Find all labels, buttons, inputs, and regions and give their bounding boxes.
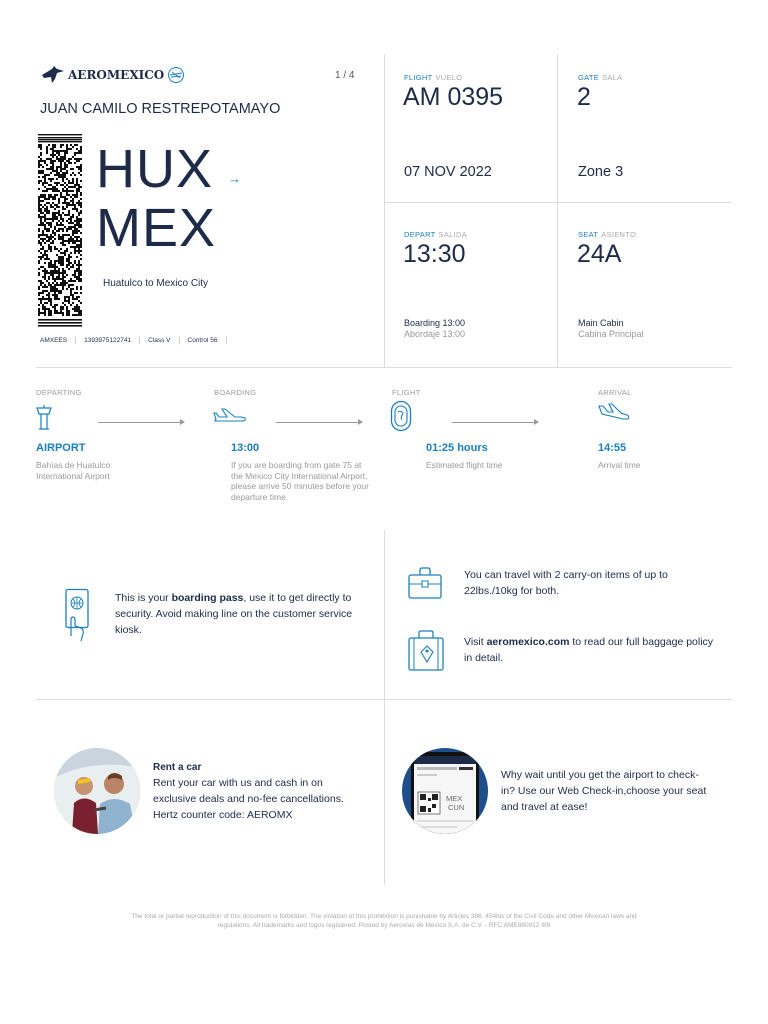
eagle-knight-icon (40, 65, 66, 85)
skyteam-icon (167, 66, 185, 84)
rent-a-car-photo (54, 748, 140, 834)
baggage-tag-icon (407, 630, 445, 672)
seat-number: 24A (577, 240, 622, 268)
fare-class: Class V (139, 337, 178, 344)
timeline-arrow (452, 422, 538, 423)
divider (36, 367, 732, 368)
boarding-instructions: If you are boarding from gate 75 at the Mexico City International Airport, please arrive 50 minutes before your departure time. (231, 460, 369, 502)
divider (384, 202, 732, 203)
boarding-time-es: Abordaje 13:00 (404, 329, 466, 339)
route-arrow-icon: → (228, 171, 241, 186)
divider (384, 530, 385, 885)
cabin-class-es: Cabina Principal (578, 329, 644, 339)
airplane-window-icon (390, 400, 412, 432)
passenger-name: JUAN CAMILO RESTREPOTAMAYO (40, 101, 281, 117)
baggage-policy-note: Visit aeromexico.com to read our full baggage policy in detail. (464, 636, 714, 664)
boarding-pass-phone-icon (63, 588, 93, 642)
divider (36, 699, 732, 700)
carry-on-bag-icon (407, 566, 443, 600)
flight-date: 07 NOV 2022 (404, 164, 492, 180)
flight-number: AM 0395 (403, 83, 504, 111)
plane-landing-icon (597, 403, 631, 425)
legal-footer: The total or partial reproduction of this document is forbidden. The violation of this prohibition is punishable by Articles 386, 454bis of the Civil Code and other Mexican laws and regulations. All trademarks and logos registered. Posted by Aerovías de México S.A. de C.V. - RFC AME880912 I89 (131, 913, 637, 929)
control-tower-icon (34, 404, 54, 430)
aeromexico-logo (40, 64, 185, 86)
flight-duration-value: 01:25 hours (426, 442, 488, 454)
divider (384, 54, 385, 368)
page-indicator: 1 / 4 (335, 70, 355, 81)
divider (557, 54, 558, 368)
timeline-label: BOARDING (214, 388, 257, 397)
flight-label: FLIGHT VUELO (404, 73, 463, 82)
timeline-label: DEPARTING (36, 388, 82, 397)
seat-label: SEAT ASIENTO (578, 230, 637, 239)
booking-codes (40, 337, 227, 344)
boarding-time-value: 13:00 (231, 442, 260, 454)
rent-a-car-title: Rent a car (153, 762, 202, 773)
record-locator: AMXEES (40, 337, 68, 344)
timeline-label: FLIGHT (392, 388, 421, 397)
web-checkin-phone-image (402, 748, 488, 834)
web-checkin-text: Why wait until you get the airport to check-in? Use our Web Check-in,choose your seat and travel at ease! (501, 769, 707, 813)
control-number: Control 56 (179, 337, 227, 344)
gate-value: 2 (577, 83, 591, 111)
timeline-arrow (98, 422, 184, 423)
aeromexico-link[interactable]: aeromexico.com (486, 636, 570, 648)
destination-code: MEX (96, 198, 217, 258)
arrival-time-value: 14:55 (598, 442, 627, 454)
departing-airport-value: AIRPORT (36, 442, 86, 454)
flight-duration-desc: Estimated flight time (426, 460, 503, 470)
phone-mex-code: MEX (446, 794, 463, 803)
boarding-pass-note: This is your boarding pass, use it to get directly to security. Avoid making line on the customer service kiosk. (115, 592, 353, 636)
boarding-zone: Zone 3 (578, 164, 624, 180)
phone-cun-code: CUN (448, 803, 465, 812)
boarding-time: Boarding 13:00 (404, 318, 466, 328)
plane-takeoff-icon (213, 407, 247, 425)
pdf417-barcode (38, 134, 82, 328)
depart-label: DEPART SALIDA (404, 230, 468, 239)
ticket-number: 1393975122741 (75, 337, 139, 344)
gate-label: GATE SALA (578, 73, 623, 82)
arrival-time-desc: Arrival time (598, 460, 641, 470)
timeline-arrow (276, 422, 362, 423)
brand-name: AEROMEXICO (68, 68, 165, 82)
carry-on-note: You can travel with 2 carry-on items of up to 22lbs./10kg for both. (464, 569, 668, 597)
departing-airport-desc: Bahías de Huatulco International Airport (36, 460, 111, 481)
cabin-class: Main Cabin (578, 318, 624, 328)
timeline-label: ARRIVAL (598, 388, 632, 397)
origin-code: HUX (96, 139, 214, 199)
rent-a-car-text: Rent your car with us and cash in on exclusive deals and no-fee cancellations. Hertz counter code: AEROMX (153, 777, 344, 821)
depart-time: 13:30 (403, 240, 466, 268)
route-description: Huatulco to Mexico City (103, 278, 209, 289)
